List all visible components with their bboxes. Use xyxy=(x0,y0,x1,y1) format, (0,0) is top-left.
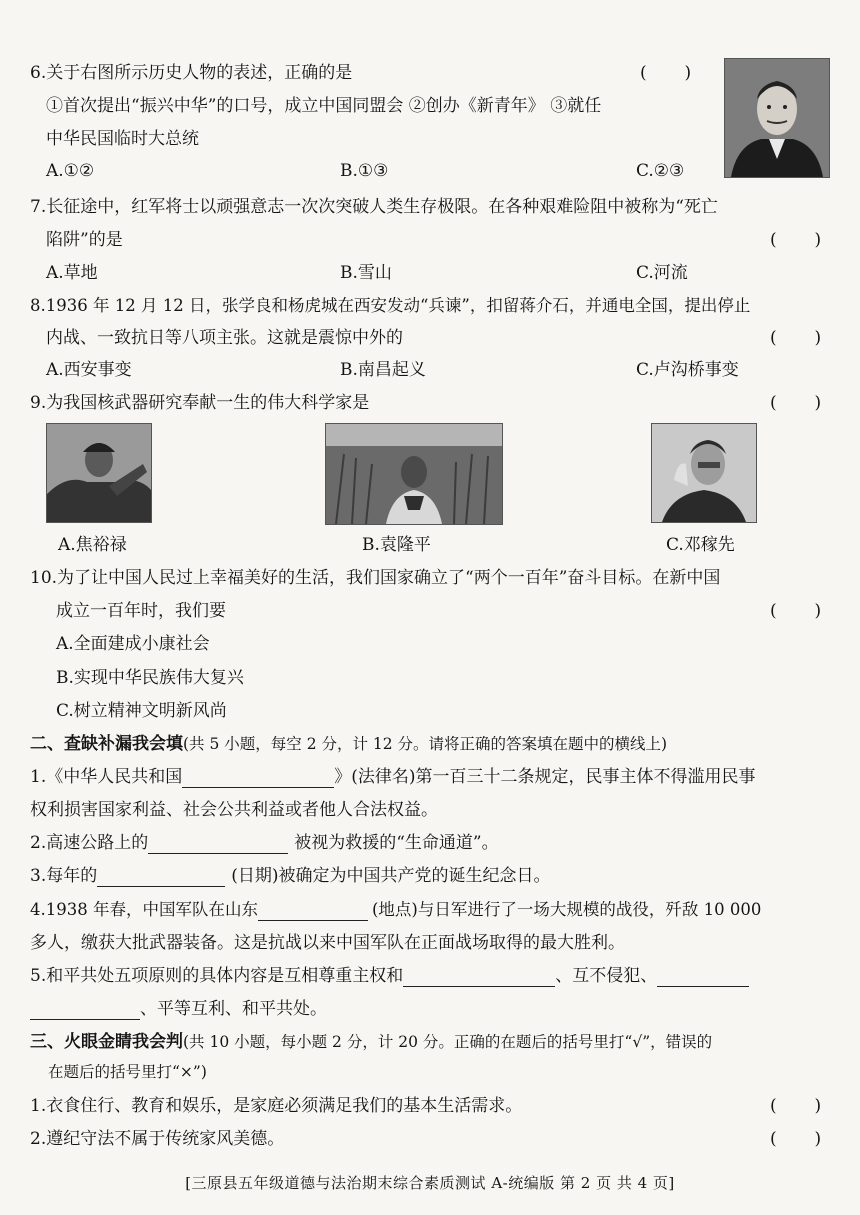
fill-2 xyxy=(30,832,499,854)
fill-3-text-a: 3.每年的 xyxy=(30,866,98,886)
section3-note-cont: 在题后的括号里打“×”) xyxy=(48,1063,207,1081)
q9-option-a[interactable]: A.焦裕禄 xyxy=(58,535,127,555)
section2-header xyxy=(30,733,667,755)
q8-answer-paren[interactable]: ( ) xyxy=(770,328,822,348)
person-photo-b-icon xyxy=(326,424,502,524)
fill-5 xyxy=(30,965,749,987)
q7-option-a[interactable]: A.草地 xyxy=(46,263,98,283)
fill-1-cont: 权利损害国家利益、社会公共利益或者他人合法权益。 xyxy=(30,800,438,820)
fill-3-text-b: (日期)被确定为中国共产党的诞生纪念日。 xyxy=(231,866,551,886)
fill-3 xyxy=(30,865,551,887)
q6-answer-paren[interactable]: ( ) xyxy=(640,63,692,83)
section2-note: (共 5 小题，每空 2 分，计 12 分。请将正确的答案填在题中的横线上) xyxy=(183,735,668,753)
judge-2: 2.遵纪守法不属于传统家风美德。 xyxy=(30,1129,285,1149)
fill-4-text-a: 4.1938 年春，中国军队在山东 xyxy=(30,900,258,919)
person-photo-a-icon xyxy=(47,424,151,522)
q10-option-a[interactable]: A.全面建成小康社会 xyxy=(56,634,210,654)
q6-option-b[interactable]: B.①③ xyxy=(340,161,389,181)
q7-stem-cont: 陷阱”的是 xyxy=(46,230,123,250)
fill-4-cont: 多人，缴获大批武器装备。这是抗战以来中国军队在正面战场取得的最大胜利。 xyxy=(30,933,625,953)
fill-2-text-b: 被视为救援的“生命通道”。 xyxy=(294,833,499,853)
q6-option-c[interactable]: C.②③ xyxy=(636,161,685,181)
q6-choices-line: ①首次提出“振兴中华”的口号，成立中国同盟会 ②创办《新青年》 ③就任 xyxy=(46,96,602,116)
q9-stem: 9.为我国核武器研究奉献一生的伟大科学家是 xyxy=(30,393,370,413)
section2-heading: 二、查缺补漏我会填 xyxy=(30,734,183,754)
q7-stem: 7.长征途中，红军将士以顽强意志一次次突破人类生存极限。在各种艰难险阻中被称为“死亡 xyxy=(30,197,718,217)
q8-option-b[interactable]: B.南昌起义 xyxy=(340,360,426,380)
judge-1-answer-paren[interactable]: ( ) xyxy=(770,1096,822,1116)
fill-5-blank-2-start[interactable] xyxy=(657,968,749,987)
fill-1 xyxy=(30,766,756,788)
section3-note: (共 10 小题，每小题 2 分，计 20 分。正确的在题后的括号里打“√”，错误的 xyxy=(183,1033,713,1051)
q6-stem: 6.关于右图所示历史人物的表述，正确的是 xyxy=(30,63,353,83)
q10-option-b[interactable]: B.实现中华民族伟大复兴 xyxy=(56,668,244,688)
q8-option-c[interactable]: C.卢沟桥事变 xyxy=(636,360,739,380)
q6-choices-line-cont: 中华民国临时大总统 xyxy=(46,129,199,149)
q8-stem: 8.1936 年 12 月 12 日，张学良和杨虎城在西安发动“兵谏”，扣留蒋介石，并通电全国，提出停止 xyxy=(30,296,751,315)
fill-5-blank-1[interactable] xyxy=(403,968,555,987)
q10-stem-cont: 成立一百年时，我们要 xyxy=(56,601,226,621)
fill-5-blank-2[interactable] xyxy=(30,1001,140,1020)
fill-5-cont xyxy=(30,998,327,1020)
section3-header xyxy=(30,1031,712,1053)
fill-1-text-b: 》(法律名)第一百三十二条规定，民事主体不得滥用民事 xyxy=(334,767,756,787)
section3-heading: 三、火眼金睛我会判 xyxy=(30,1032,183,1052)
fill-3-blank[interactable] xyxy=(97,868,225,887)
fill-2-text-a: 2.高速公路上的 xyxy=(30,833,149,853)
page-footer: [三原县五年级道德与法治期末综合素质测试 A-统编版 第 2 页 共 4 页] xyxy=(185,1174,675,1192)
fill-2-blank[interactable] xyxy=(148,835,288,854)
q9-option-b[interactable]: B.袁隆平 xyxy=(362,535,431,555)
judge-2-answer-paren[interactable]: ( ) xyxy=(770,1129,822,1149)
judge-1: 1.衣食住行、教育和娱乐，是家庭必须满足我们的基本生活需求。 xyxy=(30,1096,523,1116)
photo-option-c xyxy=(651,423,757,523)
photo-option-b xyxy=(325,423,503,525)
q7-answer-paren[interactable]: ( ) xyxy=(770,230,822,250)
photo-option-a xyxy=(46,423,152,523)
q10-answer-paren[interactable]: ( ) xyxy=(770,601,822,621)
portrait-photo xyxy=(724,58,830,178)
fill-1-blank[interactable] xyxy=(182,769,334,788)
q8-stem-cont: 内战、一致抗日等八项主张。这就是震惊中外的 xyxy=(46,328,403,348)
fill-4-text-b: (地点)与日军进行了一场大规模的战役，歼敌 10 000 xyxy=(371,900,762,919)
person-photo-c-icon xyxy=(652,424,756,522)
fill-5-text-b: 、互不侵犯、 xyxy=(555,966,658,986)
fill-4-blank[interactable] xyxy=(258,902,368,921)
fill-5-text-a: 5.和平共处五项原则的具体内容是互相尊重主权和 xyxy=(30,966,404,986)
fill-1-text-a: 1.《中华人民共和国 xyxy=(30,767,183,787)
fill-5-text-c: 、平等互利、和平共处。 xyxy=(140,999,327,1019)
q10-stem: 10.为了让中国人民过上幸福美好的生活，我们国家确立了“两个一百年”奋斗目标。在新中国 xyxy=(30,568,721,588)
q9-answer-paren[interactable]: ( ) xyxy=(770,393,822,413)
portrait-figure-icon xyxy=(725,59,829,177)
q10-option-c[interactable]: C.树立精神文明新风尚 xyxy=(56,701,227,721)
fill-4 xyxy=(30,899,761,921)
q6-option-a[interactable]: A.①② xyxy=(46,161,95,181)
q7-option-c[interactable]: C.河流 xyxy=(636,263,688,283)
q9-option-c[interactable]: C.邓稼先 xyxy=(666,535,735,555)
q7-option-b[interactable]: B.雪山 xyxy=(340,263,392,283)
q8-option-a[interactable]: A.西安事变 xyxy=(46,360,132,380)
